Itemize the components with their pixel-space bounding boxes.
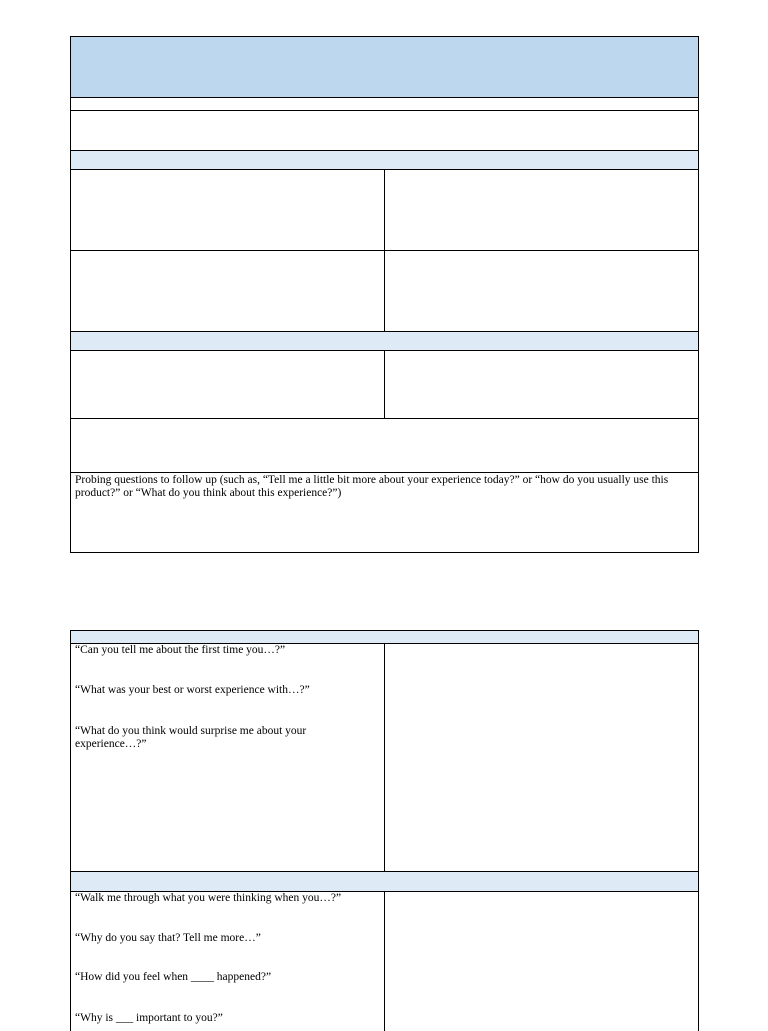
- form-thin-row: [70, 97, 699, 111]
- section-header-bar-1: [70, 150, 699, 170]
- section-header-bar-3: [70, 630, 699, 644]
- form-info-row: [70, 110, 699, 151]
- field-cell-r2-left[interactable]: [70, 250, 385, 332]
- section-header-bar-2: [70, 331, 699, 351]
- field-cell-r2-right[interactable]: [384, 250, 699, 332]
- question-walk-through: “Walk me through what you were thinking when you…?”: [75, 892, 342, 904]
- probing-questions-text: Probing questions to follow up (such as, “Tell me a little bit more about your experience today?” or “how do you usually use this product?” or “What do you think about this experience?”): [75, 474, 669, 499]
- question-best-worst: “What was your best or worst experience with…?”: [75, 684, 310, 696]
- question-why-important: “Why is ___ important to you?”: [75, 1012, 223, 1024]
- probing-questions-cell[interactable]: [70, 472, 699, 553]
- answer-cell-s2-right[interactable]: [384, 891, 699, 1031]
- field-cell-r1-right[interactable]: [384, 169, 699, 251]
- question-cell-s1-left[interactable]: [70, 643, 385, 872]
- question-first-time: “Can you tell me about the first time you…?”: [75, 644, 286, 656]
- question-why-say-that: “Why do you say that? Tell me more…”: [75, 932, 261, 944]
- form-header-banner: [70, 36, 699, 98]
- section-header-bar-4: [70, 871, 699, 892]
- question-surprise: “What do you think would surprise me about your experience…?”: [75, 725, 307, 750]
- question-how-feel: “How did you feel when ____ happened?”: [75, 971, 272, 983]
- field-cell-r3-left[interactable]: [70, 350, 385, 419]
- field-cell-wide[interactable]: [70, 418, 699, 473]
- field-cell-r3-right[interactable]: [384, 350, 699, 419]
- answer-cell-s1-right[interactable]: [384, 643, 699, 872]
- question-cell-s2-left[interactable]: [70, 891, 385, 1031]
- field-cell-r1-left[interactable]: [70, 169, 385, 251]
